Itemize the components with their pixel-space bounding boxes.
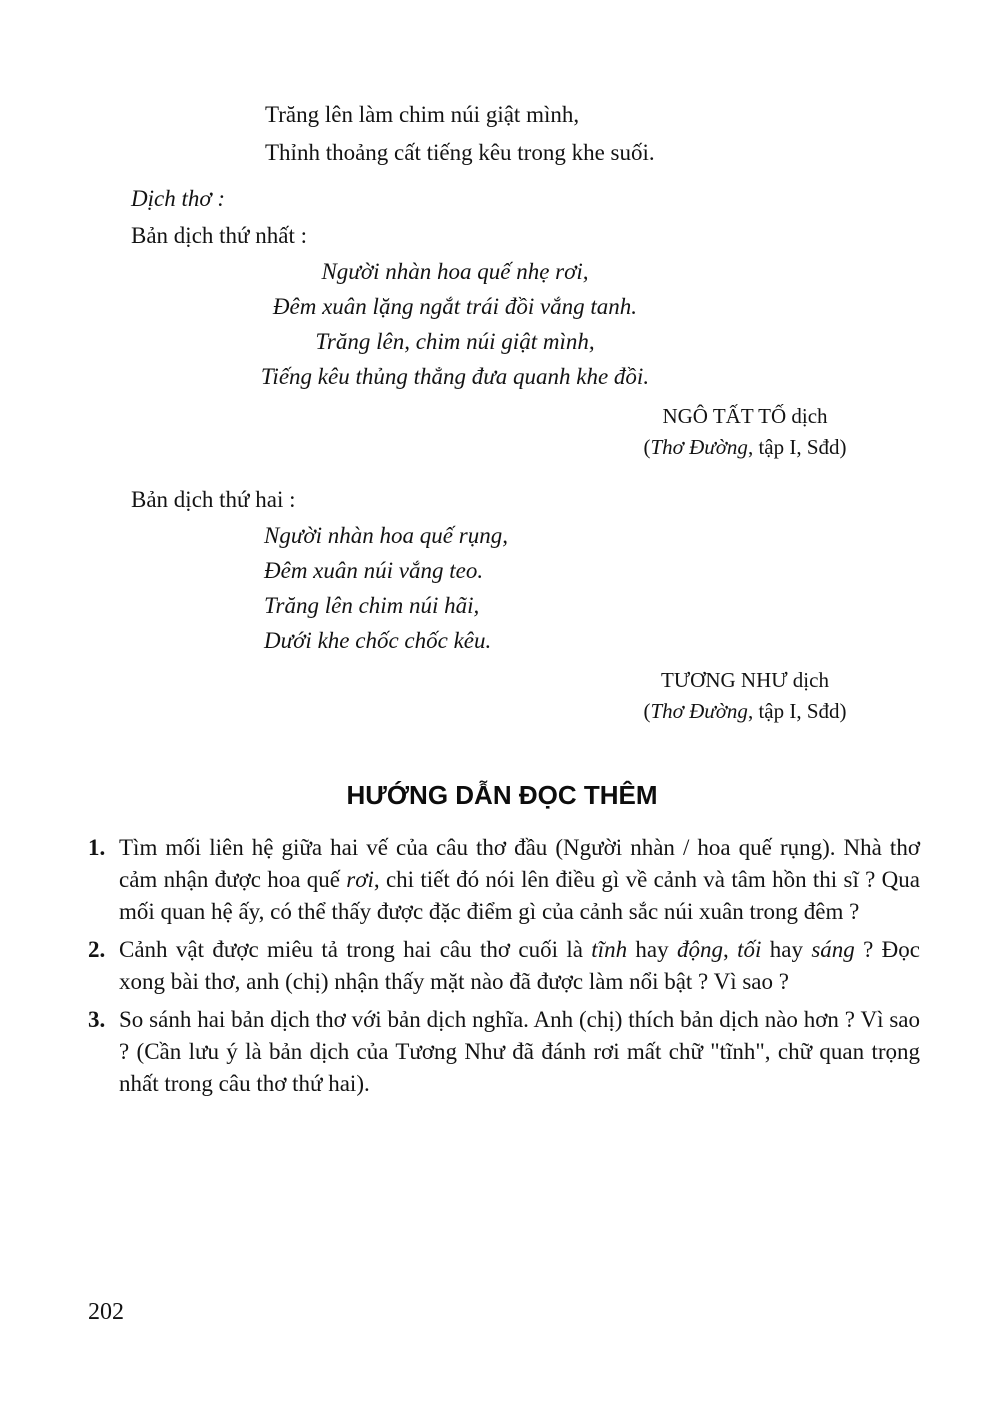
question-number: 2. [88,937,106,962]
source-citation: (Thơ Đường, tập I, Sđd) [643,435,847,459]
page-number: 202 [88,1299,124,1325]
second-translation-label: Bản dịch thứ hai : [131,487,296,512]
verse-line: Đêm xuân núi vắng teo. [264,558,484,583]
question-number: 1. [88,835,106,860]
first-translation-attribution [575,401,915,463]
translator-name: NGÔ TẤT TỐ dịch [662,404,828,428]
question-number: 3. [88,1007,106,1032]
quote-line: Thỉnh thoảng cất tiếng kêu trong khe suối. [265,140,655,165]
first-translation-label: Bản dịch thứ nhất : [131,223,307,248]
source-citation: (Thơ Đường, tập I, Sđd) [643,699,847,723]
verse-line: Đêm xuân lặng ngắt trái đồi vắng tanh. [272,294,638,319]
verse-line: Tiếng kêu thủng thẳng đưa quanh khe đồi. [260,364,650,389]
section-heading: HƯỚNG DẪN ĐỌC THÊM [346,780,658,810]
verse-line: Người nhàn hoa quế nhẹ rơi, [321,259,589,284]
poem-literal-translation [265,96,1004,172]
question-text: Cảnh vật được miêu tả trong hai câu thơ cuối là tĩnh hay động, tối hay sáng ? Đọc xong bài thơ, anh (chị) nhận thấy mặt nào đã được làm nổi bật ? Vì sao ? [119,937,921,994]
second-translation-verse [264,518,1004,658]
second-translation-attribution [575,665,915,727]
verse-line: Dưới khe chốc chốc kêu. [264,628,492,653]
first-translation-verse [250,254,660,394]
verse-line: Người nhàn hoa quế rụng, [264,523,508,548]
question-text: So sánh hai bản dịch thơ với bản dịch nghĩa. Anh (chị) thích bản dịch nào hơn ? Vì sao ? (Cần lưu ý là bản dịch của Tương Như đã đánh rơi mất chữ "tĩnh", chữ quan trọng nhất trong câu thơ thứ hai). [119,1007,920,1096]
verse-line: Trăng lên chim núi hãi, [264,593,480,618]
question-list [88,832,920,1100]
dich-tho-label: Dịch thơ : [131,186,226,211]
question-text: Tìm mối liên hệ giữa hai vế của câu thơ đầu (Người nhàn / hoa quế rụng). Nhà thơ cảm nhận được hoa quế rơi, chi tiết đó nói lên điều gì về cảnh và tâm hồn thi sĩ ? Qua mối quan hệ ấy, có thể thấy được đặc điểm gì của cảnh sắc núi xuân trong đêm ? [119,835,920,924]
quote-line: Trăng lên làm chim núi giật mình, [265,102,580,127]
question-item [88,832,920,928]
question-item [88,1004,920,1100]
verse-line: Trăng lên, chim núi giật mình, [315,329,595,354]
question-item [88,934,920,998]
translator-name: TƯƠNG NHƯ dịch [661,668,829,692]
